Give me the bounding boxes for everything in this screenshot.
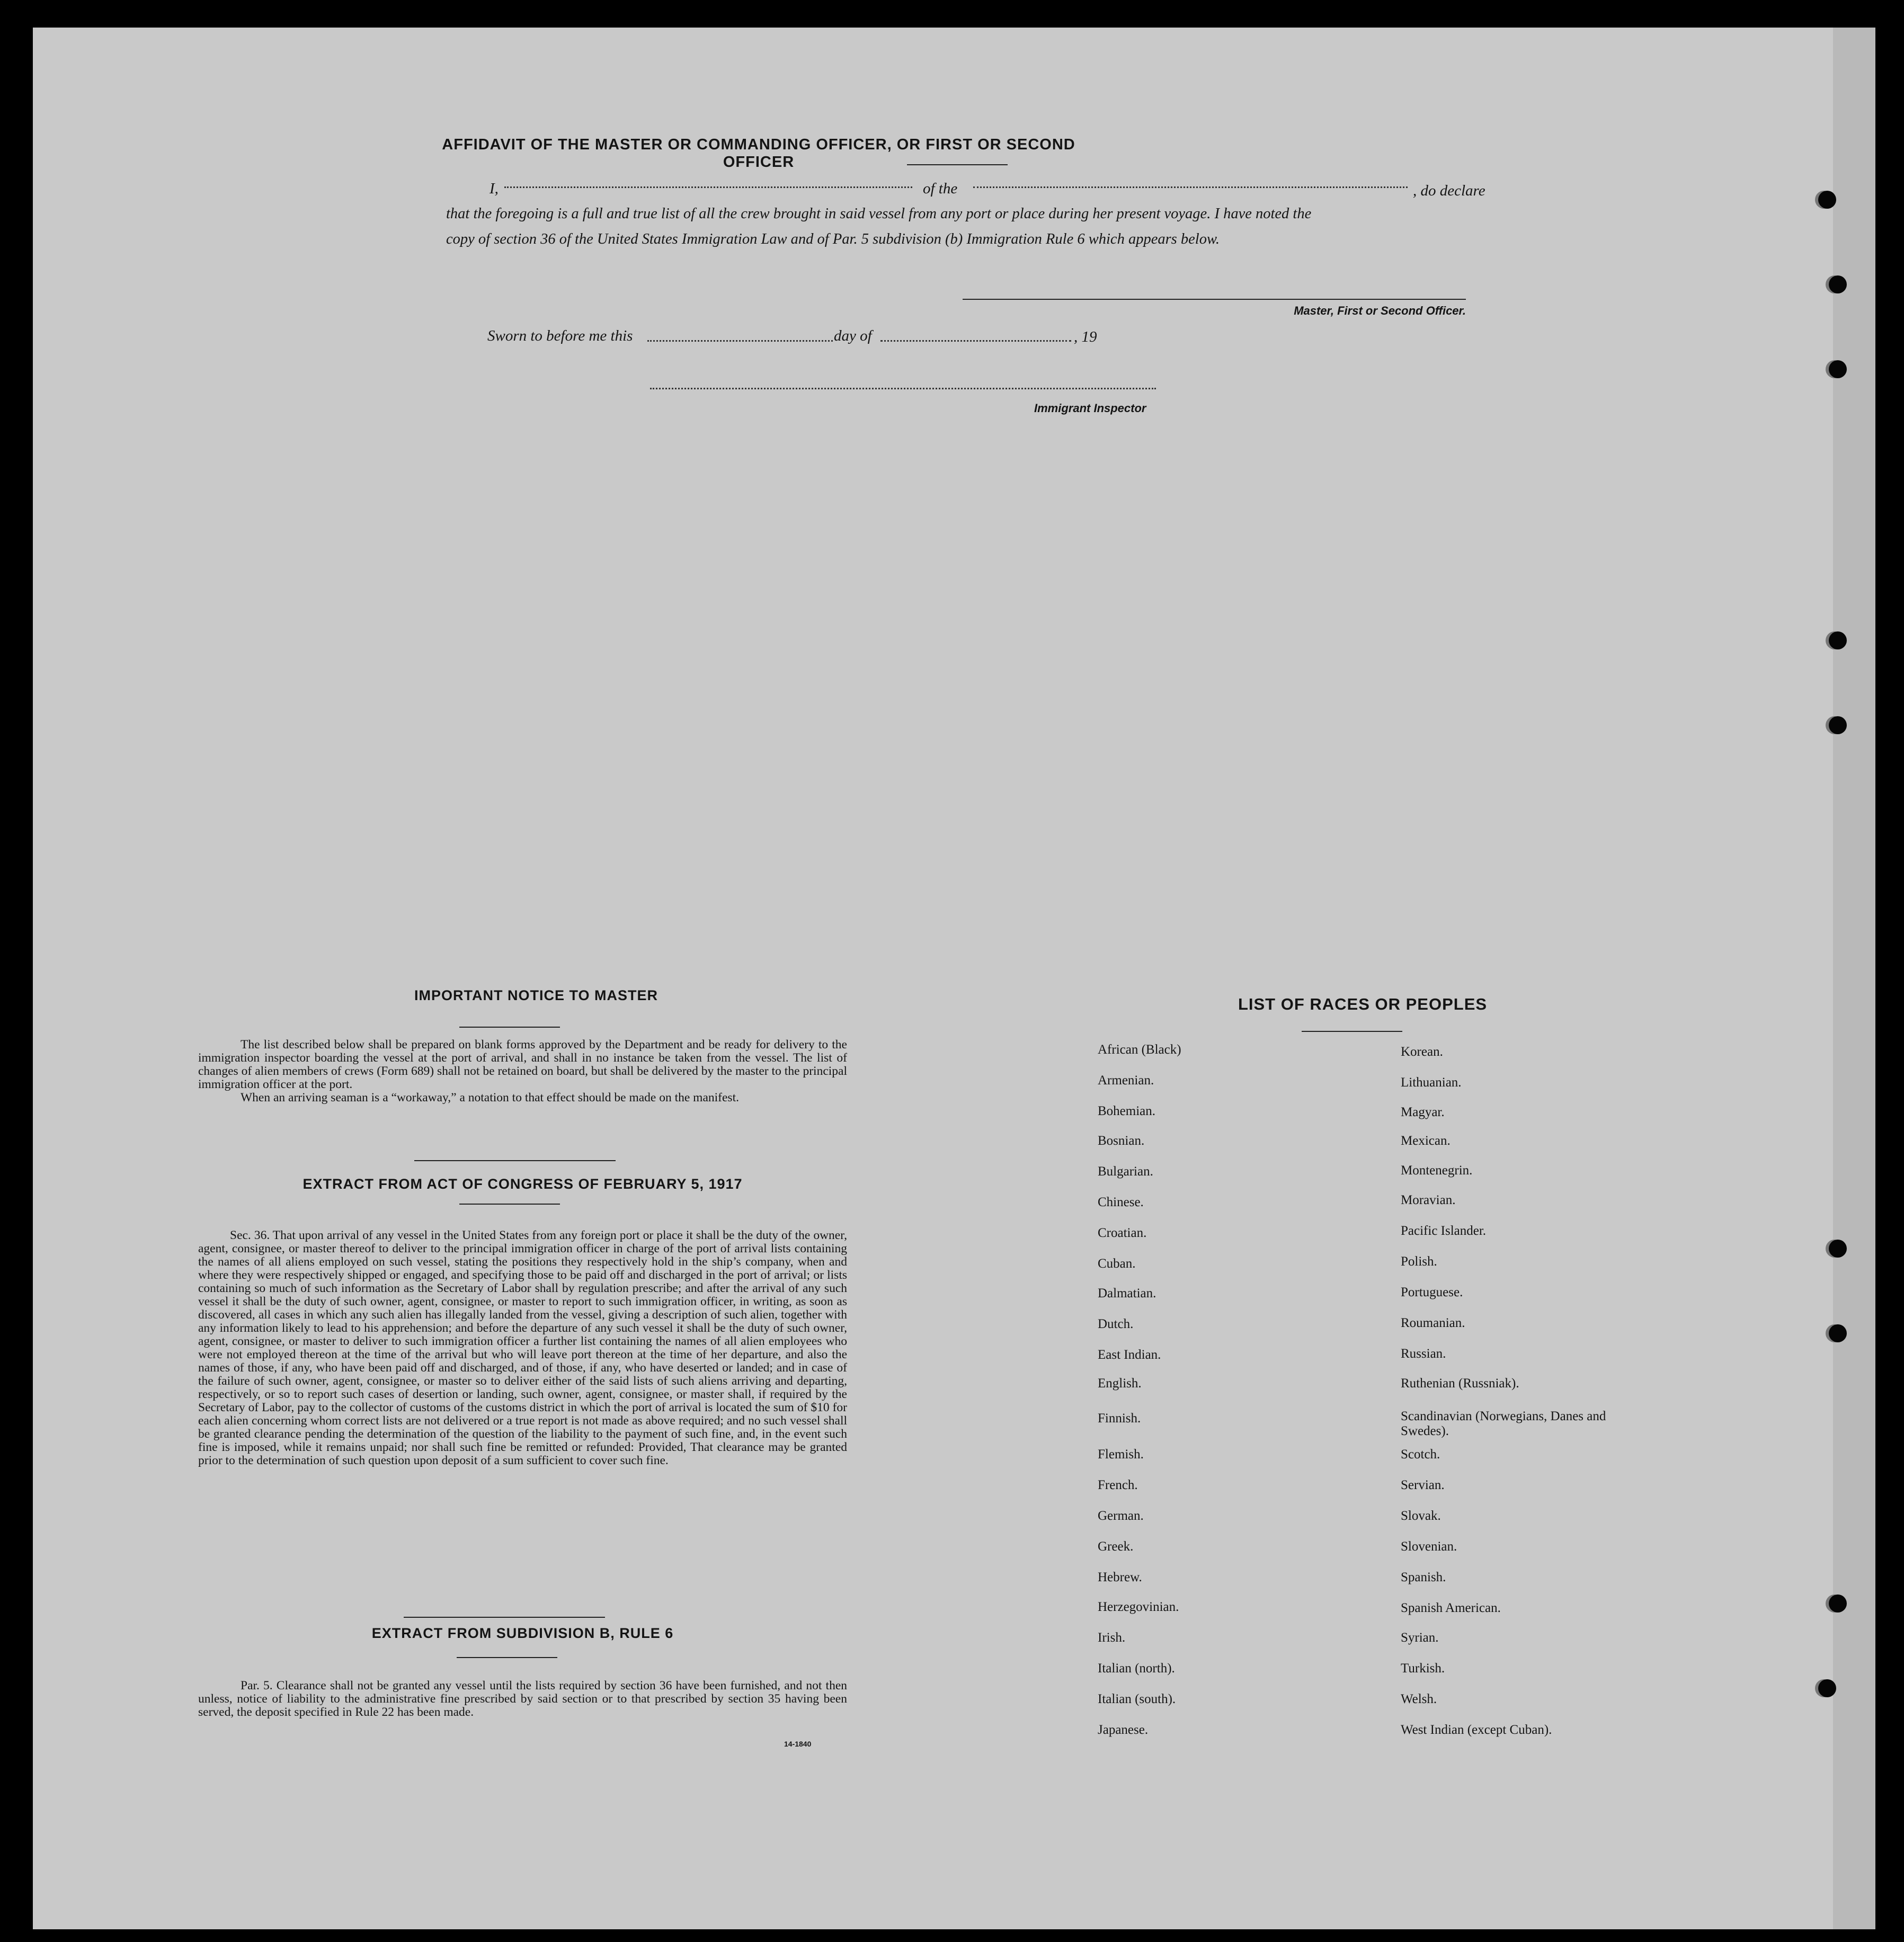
punch-hole-icon (1829, 275, 1847, 293)
race-item: Greek. (1098, 1539, 1134, 1554)
punch-hole-icon (1818, 1679, 1836, 1697)
affidavit-declare-label: , do declare (1413, 182, 1485, 199)
race-item: Slovenian. (1401, 1539, 1457, 1554)
race-item: German. (1098, 1509, 1144, 1523)
race-item: French. (1098, 1478, 1138, 1492)
race-item: Bosnian. (1098, 1134, 1145, 1148)
punch-hole-icon (1829, 631, 1847, 649)
race-item: Servian. (1401, 1478, 1445, 1492)
notice-title: IMPORTANT NOTICE TO MASTER (414, 987, 658, 1003)
race-item: Italian (north). (1098, 1661, 1175, 1676)
inspector-label: Immigrant Inspector (1034, 402, 1146, 415)
race-item: Mexican. (1401, 1134, 1451, 1148)
extract-rule-text: Par. 5. Clearance shall not be granted any vessel until the lists required by section 36 have been furnished, and not then unless, notice of liability to the administrative fine prescribed by said section or to that prescribed by section 35 having been served, the deposit specified in Rule 22 has been made. (198, 1679, 847, 1719)
punch-hole-icon (1829, 360, 1847, 378)
affidavit-line-3: copy of section 36 of the United States Immigration Law and of Par. 5 subdivision (b) Immigration Rule 6 which appears below. (446, 231, 1220, 247)
form-number: 14-1840 (784, 1740, 812, 1748)
race-item: Armenian. (1098, 1073, 1154, 1088)
document-page (33, 28, 1875, 1929)
race-item: Chinese. (1098, 1195, 1144, 1209)
race-item: Scotch. (1401, 1447, 1440, 1462)
sworn-date-field[interactable] (647, 340, 833, 342)
sworn-month-field[interactable] (880, 340, 1071, 342)
signature-label: Master, First or Second Officer. (1294, 304, 1466, 317)
affidavit-line-2: that the foregoing is a full and true list of all the crew brought in said vessel from any port or place during her present voyage. I have noted the (446, 206, 1312, 222)
race-item: African (Black) (1098, 1043, 1181, 1057)
extract-act-title: EXTRACT FROM ACT OF CONGRESS OF FEBRUARY 5, 1917 (302, 1176, 743, 1192)
section-divider (414, 1160, 616, 1161)
punch-hole-icon (1829, 1240, 1847, 1258)
notice-body (198, 1038, 847, 1104)
race-item: Pacific Islander. (1401, 1224, 1487, 1238)
punch-hole-icon (1818, 191, 1836, 209)
race-item: East Indian. (1098, 1348, 1161, 1362)
race-item: Slovak. (1401, 1509, 1441, 1523)
extract-rule-title: EXTRACT FROM SUBDIVISION B, RULE 6 (371, 1625, 674, 1641)
sworn-year-label: , 19 (1074, 328, 1097, 345)
race-item: Dalmatian. (1098, 1286, 1156, 1300)
race-item: Korean. (1401, 1045, 1443, 1059)
extract-act-divider (459, 1204, 560, 1205)
affidavit-of-the-label: of the (923, 180, 958, 197)
race-item: Bohemian. (1098, 1104, 1156, 1118)
page-edge (1833, 28, 1875, 1929)
race-item: Roumanian. (1401, 1316, 1465, 1330)
race-item: Spanish. (1401, 1570, 1446, 1584)
race-item: Bulgarian. (1098, 1164, 1153, 1179)
race-item: Hebrew. (1098, 1570, 1142, 1584)
sworn-prefix-label: Sworn to before me this (487, 327, 633, 344)
races-title: LIST OF RACES OR PEOPLES (1238, 995, 1488, 1013)
race-item: Turkish. (1401, 1661, 1445, 1676)
race-item: Cuban. (1098, 1257, 1136, 1271)
affidavit-title: AFFIDAVIT OF THE MASTER OR COMMANDING OFFICER, OR FIRST OR SECOND OFFICER (442, 136, 1075, 171)
race-item: Welsh. (1401, 1692, 1437, 1706)
race-item: Japanese. (1098, 1723, 1149, 1737)
sworn-day-of-label: day of (834, 327, 872, 344)
affidavit-i-label: I, (490, 180, 499, 197)
race-item: Herzegovinian. (1098, 1600, 1179, 1614)
race-item: Syrian. (1401, 1631, 1439, 1645)
race-item: Portuguese. (1401, 1285, 1463, 1299)
race-item: Finnish. (1098, 1411, 1141, 1426)
race-item: Scandinavian (Norwegians, Danes and Swedes). (1401, 1409, 1606, 1438)
punch-hole-icon (1829, 1594, 1847, 1613)
race-item: Croatian. (1098, 1226, 1147, 1240)
race-item: Moravian. (1401, 1193, 1456, 1207)
signature-line[interactable] (963, 299, 1466, 300)
notice-paragraph-1: The list described below shall be prepared on blank forms approved by the Department and be ready for delivery to the immigration inspector boarding the vessel at the port of arrival, and shall in no instance be taken from the vessel. The list of changes of alien members of crews (Form 689) shall not be retained on board, but shall be delivered by the master to the principal immigration officer at the port. (198, 1038, 847, 1091)
extract-act-text: Sec. 36. That upon arrival of any vessel in the United States from any foreign port or place it shall be the duty of the owner, agent, consignee, or master thereof to deliver to the principal immigration officer in charge of the port of arrival lists containing the names of all aliens employed on such vessel, stating the positions they respectively hold in the ship’s company, when and where they were respectively shipped or engaged, and specifying those to be paid off and discharged in the port of arrival; or lists containing so much of such information as the Secretary of Labor shall by regulation prescribe; and after the arrival of any such vessel it shall be the duty of such owner, agent, consignee, or master to report to such immigration officer, in writing, as soon as discovered, all cases in which any such alien has illegally landed from the vessel, giving a description of such alien, together with any information likely to lead to his apprehension; and before the departure of any such vessel it shall be the duty of such owner, agent, consignee, or master to deliver to such immigration officer a further list containing the names of all alien employees who were not employed thereon at the time of the arrival but who will leave port thereon at the time of her departure, and also the names of those, if any, who have been paid off and discharged, and of those, if any, who have deserted or landed; and in case of the failure of such owner, agent, consignee, or master so to deliver either of the said lists of such aliens arriving and departing, respectively, or so to report such cases of desertion or landing, such owner, agent, consignee, or master shall, if required by the Secretary of Labor, pay to the collector of customs of the customs district in which the port of arrival is located the sum of $10 for each alien concerning whom correct lists are not delivered or a true report is not made as above required; and no such vessel shall be granted clearance pending the determination of the question of the liability to the payment of such fine, and, in the event such fine is imposed, while it remains unpaid; nor shall such fine be remitted or refunded: Provided, That clearance may be granted prior to the determination of such question upon deposit of a sum sufficient to cover such fine. (198, 1228, 847, 1467)
race-item: Irish. (1098, 1631, 1126, 1645)
punch-hole-icon (1829, 716, 1847, 734)
notice-paragraph-2: When an arriving seaman is a “workaway,” a notation to that effect should be made on the manifest. (241, 1091, 739, 1104)
race-item: Dutch. (1098, 1317, 1134, 1331)
race-item: Montenegrin. (1401, 1163, 1473, 1178)
race-item: Lithuanian. (1401, 1075, 1462, 1090)
master-name-field[interactable] (504, 186, 912, 188)
race-item: Spanish American. (1401, 1601, 1501, 1615)
race-item: Magyar. (1401, 1105, 1445, 1119)
extract-rule-divider (457, 1657, 557, 1658)
race-item: Flemish. (1098, 1447, 1144, 1462)
section-divider (404, 1617, 605, 1618)
inspector-signature-field[interactable] (650, 388, 1156, 389)
race-item: West Indian (except Cuban). (1401, 1723, 1552, 1737)
vessel-name-field[interactable] (973, 186, 1408, 188)
race-item: Ruthenian (Russniak). (1401, 1376, 1519, 1391)
race-item: Italian (south). (1098, 1692, 1176, 1706)
race-item: Polish. (1401, 1254, 1437, 1269)
title-divider (907, 164, 1008, 165)
race-item: Russian. (1401, 1347, 1446, 1361)
race-item: English. (1098, 1376, 1142, 1391)
races-divider (1302, 1031, 1402, 1032)
notice-divider (459, 1027, 560, 1028)
punch-hole-icon (1829, 1324, 1847, 1342)
